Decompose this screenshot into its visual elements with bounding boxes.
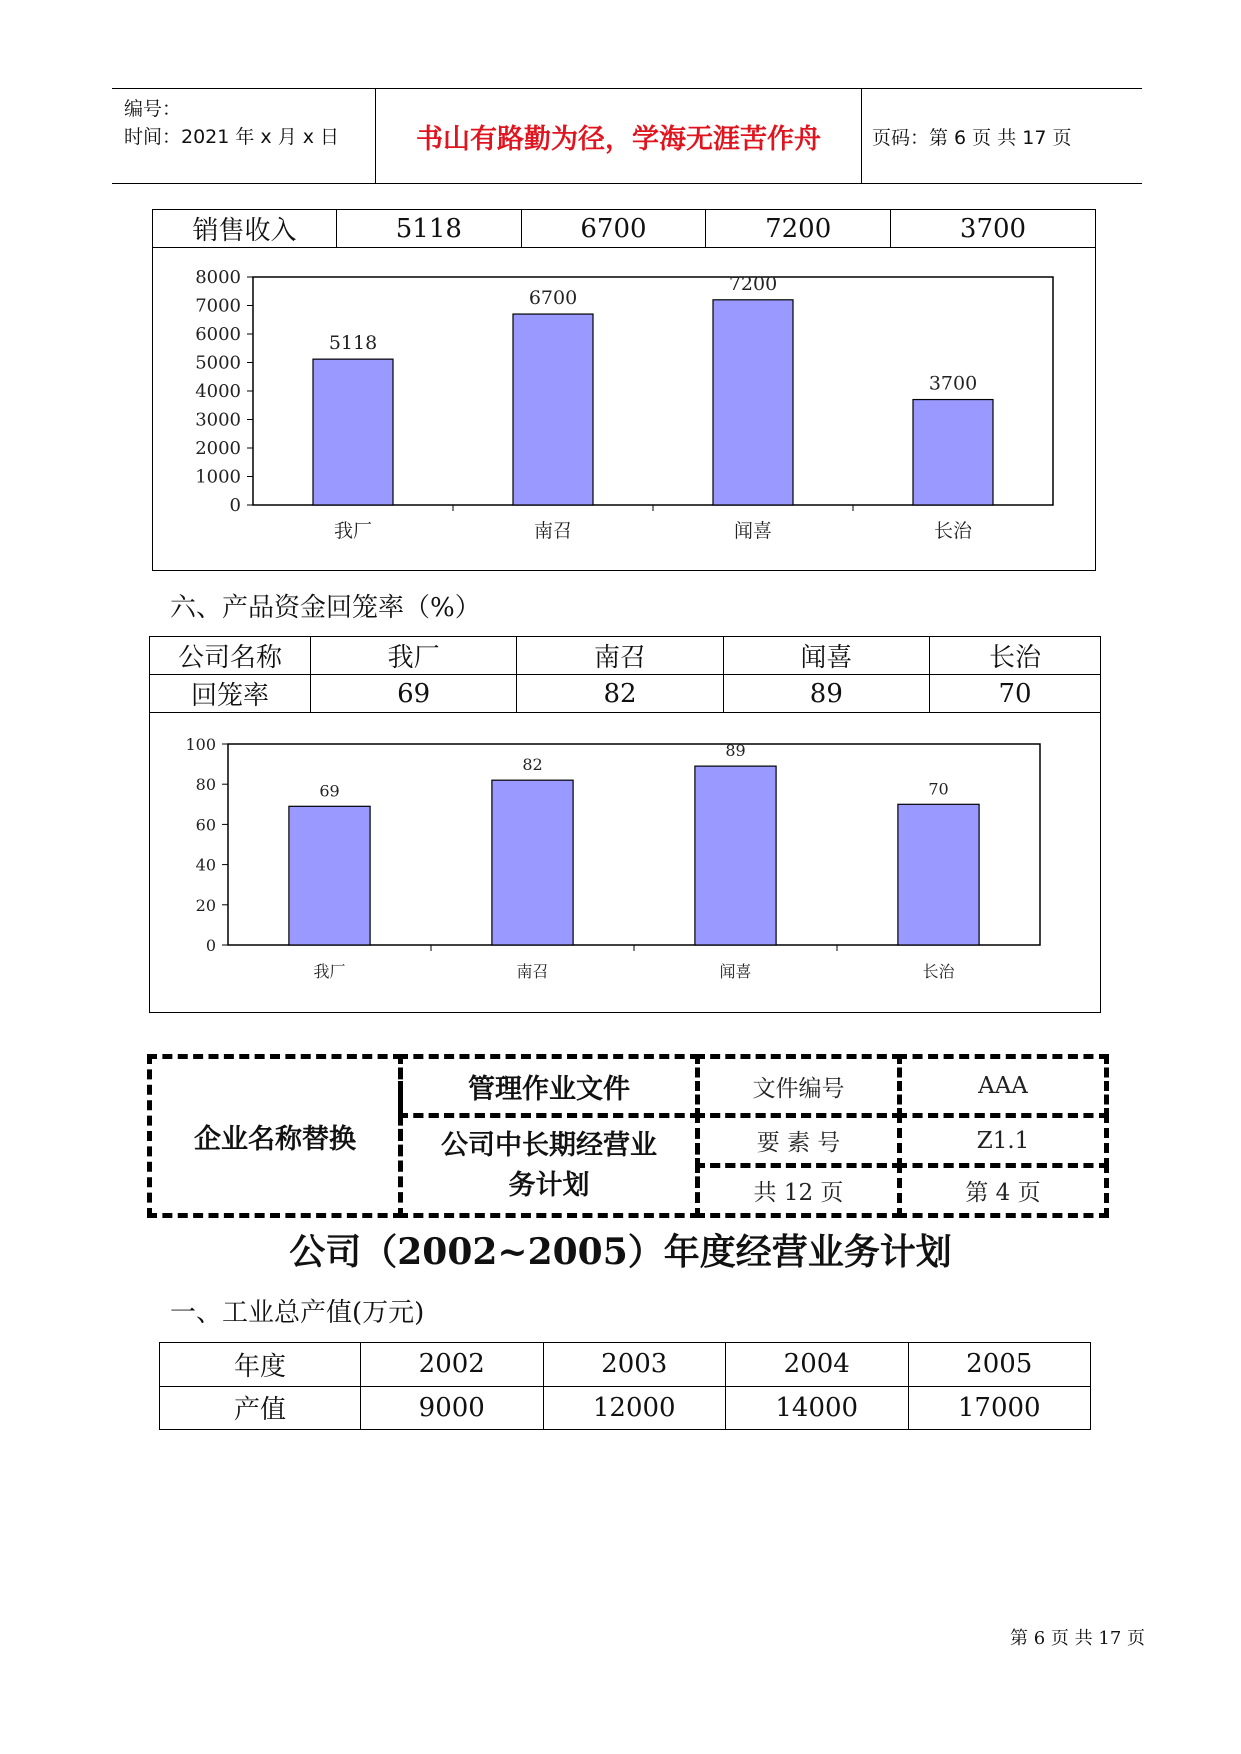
bar xyxy=(313,359,393,505)
table-row xyxy=(153,210,1096,248)
element-label-cell xyxy=(695,1113,902,1168)
output-value-label: 产值 xyxy=(160,1386,361,1430)
table-row xyxy=(150,637,1101,675)
y-tick-label: 20 xyxy=(195,895,216,915)
company-cell: 长治 xyxy=(930,637,1101,675)
y-tick-label: 0 xyxy=(229,495,241,516)
doc-number-value: AAA xyxy=(978,1073,1028,1099)
recovery-value: 89 xyxy=(723,675,929,713)
recovery-table xyxy=(149,636,1101,713)
data-label: 69 xyxy=(319,781,340,801)
category-label: 我厂 xyxy=(333,520,373,542)
element-value-cell xyxy=(897,1113,1109,1168)
header-meta xyxy=(124,95,339,151)
company-cell: 我厂 xyxy=(311,637,517,675)
element-label: 要 素 号 xyxy=(756,1130,841,1156)
page-no: 第 4 页 xyxy=(965,1180,1041,1206)
data-label: 82 xyxy=(522,755,543,775)
table-row xyxy=(150,675,1101,713)
doc-name: 公司中长期经营业务计划 xyxy=(441,1129,657,1201)
main-title: 公司（2002~2005）年度经营业务计划 xyxy=(289,1231,952,1273)
header-page-info: 页码：第 6 页 共 17 页 xyxy=(872,126,1072,149)
bar xyxy=(289,806,370,945)
y-tick-label: 60 xyxy=(195,815,216,835)
element-value: Z1.1 xyxy=(976,1127,1030,1154)
doc-type-cell xyxy=(398,1054,700,1118)
y-tick-label: 7000 xyxy=(195,295,241,317)
y-tick-label: 0 xyxy=(205,936,216,955)
sales-value: 5118 xyxy=(337,210,522,248)
category-label: 我厂 xyxy=(313,962,346,981)
header-motto: 书山有路勤为径，学海无涯苦作舟 xyxy=(375,89,862,183)
bar xyxy=(695,766,776,945)
company-cell: 南召 xyxy=(517,637,723,675)
section6-title: 六、产品资金回笼率（%） xyxy=(170,593,481,623)
category-label: 闻喜 xyxy=(733,520,773,542)
year-cell: 2003 xyxy=(543,1343,726,1387)
page-header xyxy=(112,88,1142,184)
company-name-label: 公司名称 xyxy=(150,637,311,675)
category-label: 闻喜 xyxy=(719,962,752,981)
data-label: 3700 xyxy=(928,372,978,395)
sales-value: 3700 xyxy=(891,210,1096,248)
y-tick-label: 5000 xyxy=(195,352,241,374)
recovery-rate-label: 回笼率 xyxy=(150,675,311,713)
bar xyxy=(492,780,573,945)
recovery-value: 69 xyxy=(311,675,517,713)
company-name: 企业名称替换 xyxy=(194,1123,356,1155)
y-tick-label: 6000 xyxy=(195,324,241,345)
doc-name-cell xyxy=(398,1113,700,1218)
category-label: 长治 xyxy=(922,962,955,981)
table-row xyxy=(160,1386,1091,1430)
data-label: 5118 xyxy=(328,332,378,355)
output-value: 14000 xyxy=(726,1386,909,1430)
total-pages: 共 12 页 xyxy=(753,1180,844,1206)
y-tick-label: 8000 xyxy=(195,267,241,288)
sales-chart xyxy=(153,246,1097,571)
recovery-value: 70 xyxy=(930,675,1101,713)
page-no-cell xyxy=(897,1163,1109,1218)
y-tick-label: 2000 xyxy=(195,438,241,459)
bar xyxy=(913,400,993,505)
sales-label: 销售收入 xyxy=(153,210,337,248)
bar xyxy=(513,314,593,505)
y-tick-label: 4000 xyxy=(195,381,241,402)
data-label: 70 xyxy=(928,779,949,799)
output-table xyxy=(159,1342,1091,1430)
data-label: 7200 xyxy=(728,272,778,295)
sales-table xyxy=(152,209,1096,248)
company-name-cell xyxy=(147,1054,403,1218)
company-cell: 闻喜 xyxy=(723,637,929,675)
bar xyxy=(898,804,979,945)
y-tick-label: 80 xyxy=(195,775,216,795)
sales-value: 6700 xyxy=(521,210,706,248)
bar xyxy=(713,300,793,505)
y-tick-label: 1000 xyxy=(195,466,241,488)
year-cell: 2005 xyxy=(908,1343,1091,1387)
doc-control-block xyxy=(147,1054,1109,1218)
y-tick-label: 3000 xyxy=(195,409,241,431)
y-tick-label: 100 xyxy=(185,735,216,754)
category-label: 南召 xyxy=(533,520,573,542)
category-label: 长治 xyxy=(933,520,973,542)
category-label: 南召 xyxy=(516,962,549,981)
doc-number-label-cell xyxy=(695,1054,902,1118)
doc-number-label: 文件编号 xyxy=(752,1075,845,1102)
data-label: 89 xyxy=(725,741,746,761)
year-label: 年度 xyxy=(160,1343,361,1387)
year-cell: 2002 xyxy=(361,1343,544,1387)
y-tick-label: 40 xyxy=(195,855,216,875)
doc-number-value-cell xyxy=(897,1054,1109,1118)
output-value: 17000 xyxy=(908,1386,1091,1430)
total-pages-cell xyxy=(695,1163,902,1218)
recovery-chart-box xyxy=(149,713,1101,1013)
year-cell: 2004 xyxy=(726,1343,909,1387)
sales-value: 7200 xyxy=(706,210,891,248)
section1-title: 一、工业总产值(万元) xyxy=(170,1298,425,1328)
sales-chart-box xyxy=(152,246,1096,571)
number-label: 编号： xyxy=(124,98,182,120)
output-value: 12000 xyxy=(543,1386,726,1430)
output-value: 9000 xyxy=(361,1386,544,1430)
data-label: 6700 xyxy=(528,287,578,310)
recovery-value: 82 xyxy=(517,675,723,713)
table-row xyxy=(160,1343,1091,1387)
page-footer: 第 6 页 共 17 页 xyxy=(1010,1628,1145,1649)
recovery-chart xyxy=(150,713,1102,1013)
doc-type: 管理作业文件 xyxy=(468,1073,630,1105)
date-label: 时间：2021 年 x 月 x 日 xyxy=(124,126,340,148)
